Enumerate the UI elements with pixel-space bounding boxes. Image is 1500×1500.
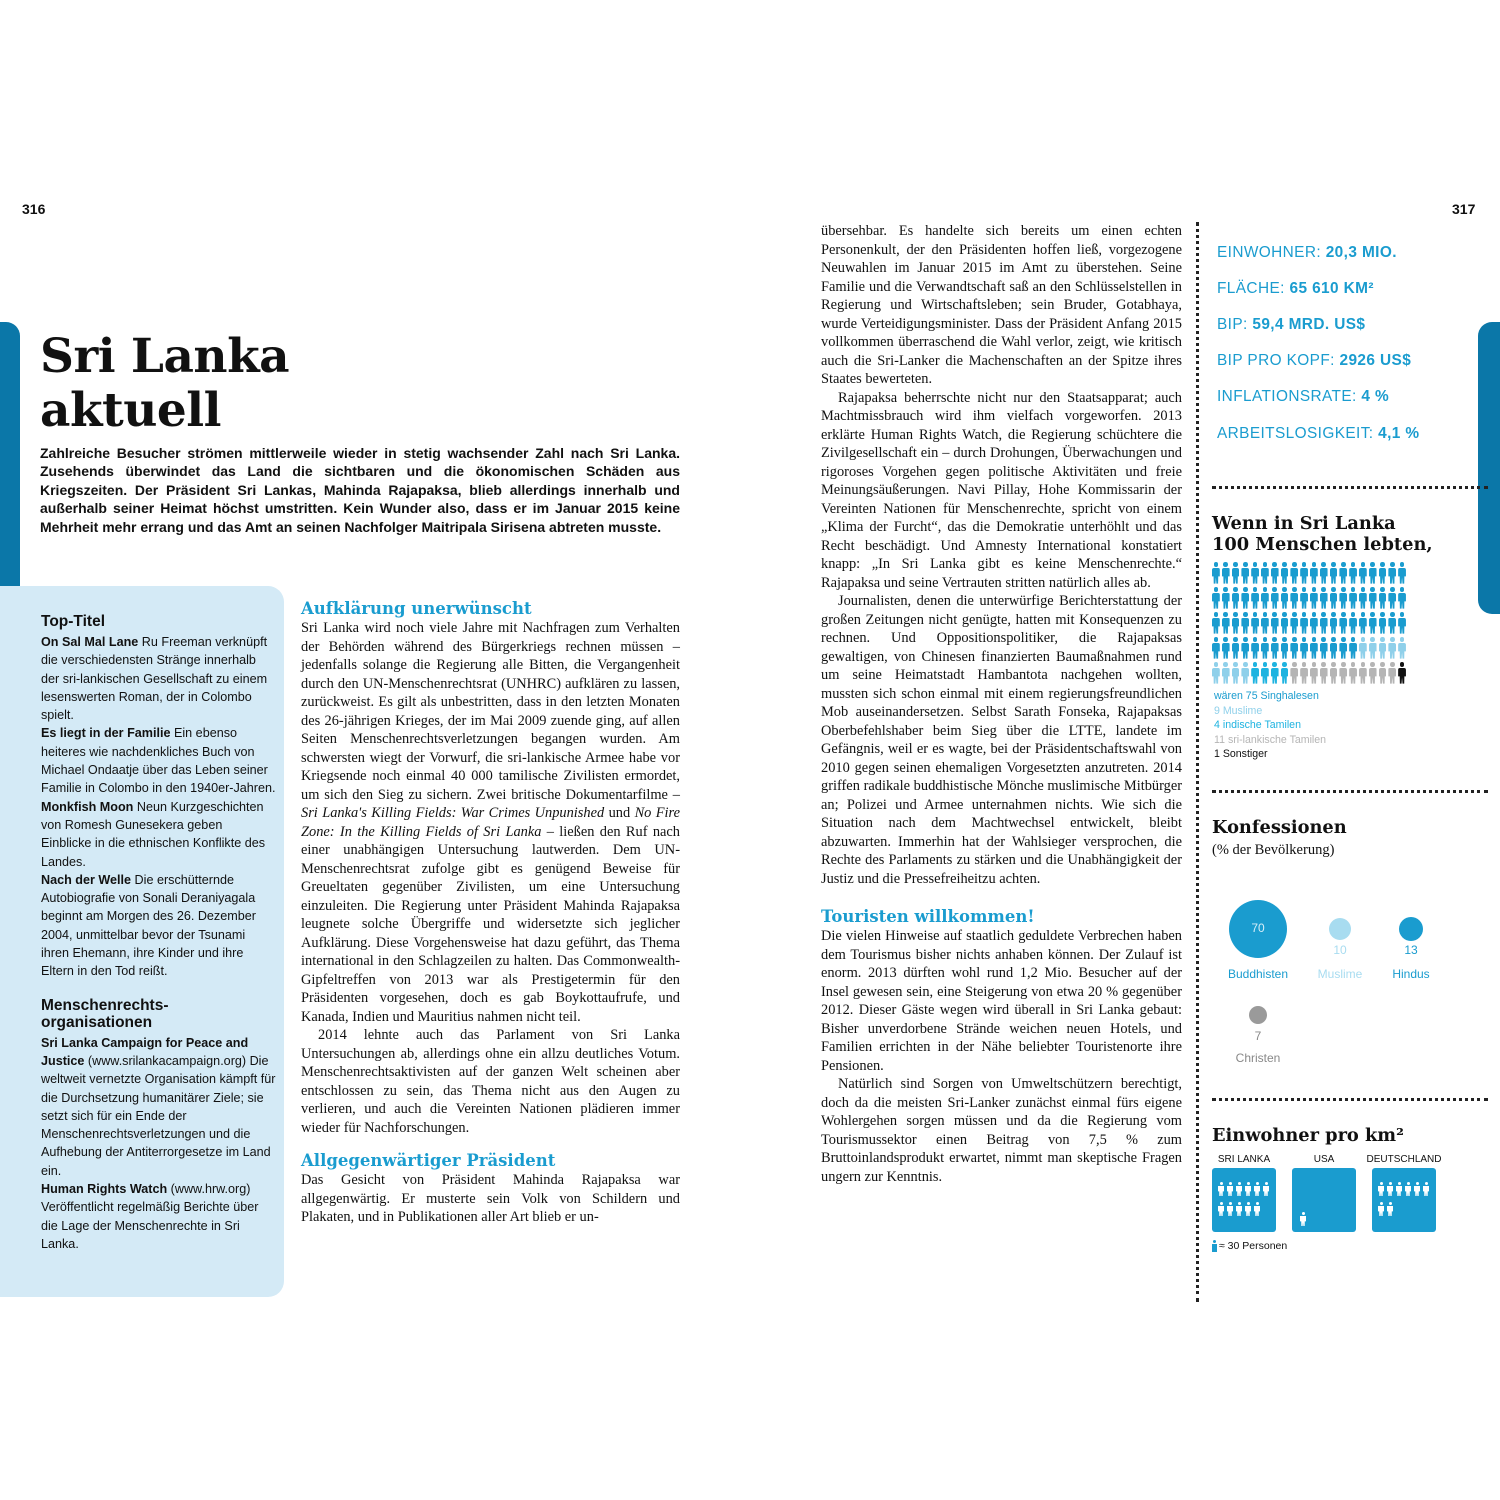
density-heading: Einwohner pro km² bbox=[1212, 1125, 1404, 1146]
paragraph: Journalisten, denen die unterwürfige Berichterstattung der großen Zeitungen nicht genügte, hatten mit Konsequenzen zu rechnen. Und Oppositionspolitiker, die Rajapaksas gewaltigen, von Chinesen finanzierten Baumaßnahmen rund um seine Heimatstadt Hambantota nachgehen wollten, mussten sich schon einmal mit einem regierungsfreundlichen Mob auseinandersetzen. Selbst Sarath Fonseka, Rajapaksas Oberbefehlshaber beim Sieg über die LTTE, landete im Gefängnis, weil er es wagte, bei der Präsidentschaftswahl von 2010 gegen seinen ehemaligen Vorgesetzten anzutreten. 2014 griffen radikale buddhistische Mönche muslimische Mitbürger an; Polizei und Armee unternahmen nichts. Wie sich die Situation nach dem Machtwechsel entwickelt, bleibt abzuwarten. Immerhin hat der Wahlsieger versprochen, die Rechte des Parlaments zu stärken und die Unabhängigkeit der Justiz und die Pressefreiheitzu achten. bbox=[821, 593, 1182, 887]
people-heading-line-2: 100 Menschen lebten, bbox=[1212, 534, 1433, 555]
list-item bbox=[41, 871, 276, 981]
person-icon bbox=[1290, 587, 1298, 609]
religion-value: 70 bbox=[1251, 921, 1265, 935]
density-legend bbox=[1212, 1240, 1287, 1252]
person-icon bbox=[1222, 612, 1230, 634]
religion-label: Christen bbox=[1235, 1051, 1281, 1065]
religion-value: 13 bbox=[1404, 943, 1418, 957]
person-icon bbox=[1369, 587, 1377, 609]
person-icon bbox=[1359, 612, 1367, 634]
film-title: Sri Lanka's Killing Fields: War Crimes Unpunished bbox=[301, 805, 605, 821]
key-fact-label: BIP PRO KOPF: bbox=[1217, 352, 1340, 369]
person-icon bbox=[1379, 562, 1387, 584]
legend-entry: 1 Sonstiger bbox=[1214, 748, 1268, 761]
list-item-text: Neun Kurzgeschichten von Romesh Gunesekera geben Einblicke in die ethnischen Konflikte des Landes. bbox=[41, 799, 266, 869]
person-icon bbox=[1378, 1182, 1384, 1196]
person-icon bbox=[1212, 612, 1220, 634]
person-icon bbox=[1212, 1240, 1217, 1252]
person-icon bbox=[1212, 587, 1220, 609]
person-icon bbox=[1218, 1202, 1224, 1216]
list-item-text: (www.srilankacampaign.org) Die weltweit vernetzte Organisation kämpft für die Durchsetzung humanitärer Ziele; sie setzt sich für ein Ende der Menschenrechtsverletzungen und die Aufhebung der Antiterrorgesetze im Land ein. bbox=[41, 1053, 276, 1178]
person-icon bbox=[1212, 637, 1220, 659]
person-icon bbox=[1232, 662, 1240, 684]
person-icon bbox=[1369, 662, 1377, 684]
key-fact bbox=[1217, 351, 1411, 371]
person-icon bbox=[1330, 662, 1338, 684]
person-icon bbox=[1379, 637, 1387, 659]
page-number-left: 316 bbox=[22, 201, 46, 217]
person-icon bbox=[1281, 562, 1289, 584]
religion-bubble bbox=[1329, 918, 1351, 940]
org-list bbox=[41, 1034, 276, 1254]
konfessionen-heading: Konfessionen bbox=[1212, 817, 1347, 838]
person-icon bbox=[1261, 587, 1269, 609]
person-icon bbox=[1290, 637, 1298, 659]
person-icon bbox=[1281, 662, 1289, 684]
person-icon bbox=[1245, 1182, 1251, 1196]
person-icon bbox=[1212, 662, 1220, 684]
divider bbox=[1212, 486, 1488, 489]
person-icon bbox=[1261, 612, 1269, 634]
person-icon bbox=[1227, 1182, 1233, 1196]
key-fact-label: ARBEITSLOSIGKEIT: bbox=[1217, 425, 1379, 442]
article-column-1 bbox=[301, 598, 680, 1227]
person-icon bbox=[1387, 1182, 1393, 1196]
person-icon bbox=[1222, 637, 1230, 659]
person-icon bbox=[1261, 662, 1269, 684]
person-icon bbox=[1378, 1202, 1384, 1216]
paragraph: übersehbar. Es handelte sich bereits um einen echten Personenkult, der den Präsidenten hoffen ließ, vorgezogene Neuwahlen im Januar 2015 im Amt zu überstehen. Seine Familie und die Verwandtschaft saß an den Schlüsselstellen in Regierung und Wirtschaftsleben; sein Bruder, Gotabhaya, wurde Verteidigungsminister. Dass der Präsident Anfang 2015 vollkommen überraschend die Wahl verlor, zeigt, wie kritisch auch die Sri-Lanker die Machenschaften an der Spitze ihres Staates bewerteten. bbox=[821, 223, 1182, 387]
person-icon bbox=[1398, 612, 1406, 634]
section-heading-touristen: Touristen willkommen! bbox=[821, 907, 1035, 926]
person-icon bbox=[1281, 587, 1289, 609]
person-icon bbox=[1251, 587, 1259, 609]
person-icon bbox=[1388, 562, 1396, 584]
konfessionen-subheading: (% der Bevölkerung) bbox=[1212, 842, 1335, 858]
person-icon bbox=[1379, 612, 1387, 634]
person-icon bbox=[1232, 637, 1240, 659]
divider bbox=[1212, 1098, 1488, 1101]
person-icon bbox=[1254, 1202, 1260, 1216]
list-item-text: Ru Freeman verknüpft die verschiedensten Stränge innerhalb der sri-lankischen Gesellschaft zu einem lesenswerten Roman, der in Colombo spielt. bbox=[41, 635, 268, 723]
person-icon bbox=[1300, 637, 1308, 659]
person-icon bbox=[1218, 1182, 1224, 1196]
section-heading-aufklaerung: Aufklärung unerwünscht bbox=[301, 599, 532, 618]
list-item-title: Human Rights Watch bbox=[41, 1182, 168, 1197]
person-icon bbox=[1423, 1182, 1429, 1196]
person-icon bbox=[1290, 562, 1298, 584]
religion-bubble bbox=[1399, 917, 1424, 942]
person-icon bbox=[1330, 562, 1338, 584]
religion-value: 10 bbox=[1333, 943, 1347, 957]
person-icon bbox=[1300, 612, 1308, 634]
person-icon bbox=[1241, 637, 1249, 659]
legend-entry: 9 Muslime bbox=[1214, 704, 1263, 717]
person-icon bbox=[1405, 1182, 1411, 1196]
sidebar-heading-orgs: Menschenrechts-organisationen bbox=[41, 996, 169, 1031]
person-icon bbox=[1245, 1202, 1251, 1216]
religion-label: Hindus bbox=[1392, 967, 1430, 981]
chapter-tab-right bbox=[1478, 322, 1500, 614]
person-icon bbox=[1251, 612, 1259, 634]
person-icon bbox=[1359, 587, 1367, 609]
key-fact-label: FLÄCHE: bbox=[1217, 280, 1290, 297]
list-item bbox=[41, 798, 276, 871]
person-icon bbox=[1241, 587, 1249, 609]
key-fact-value: 59,4 MRD. US$ bbox=[1252, 316, 1366, 333]
person-icon bbox=[1310, 662, 1318, 684]
person-icon bbox=[1232, 612, 1240, 634]
person-icon bbox=[1236, 1182, 1242, 1196]
person-icon bbox=[1349, 562, 1357, 584]
person-icon bbox=[1222, 587, 1230, 609]
list-item bbox=[41, 633, 276, 724]
religion-label: Muslime bbox=[1317, 967, 1363, 981]
person-icon bbox=[1349, 587, 1357, 609]
person-icon bbox=[1300, 662, 1308, 684]
key-fact-value: 65 610 KM² bbox=[1289, 280, 1374, 297]
person-icon bbox=[1388, 587, 1396, 609]
person-icon bbox=[1359, 637, 1367, 659]
person-icon bbox=[1339, 562, 1347, 584]
person-icon bbox=[1232, 587, 1240, 609]
person-icon bbox=[1254, 1182, 1260, 1196]
person-icon bbox=[1232, 562, 1240, 584]
person-icon bbox=[1320, 562, 1328, 584]
person-icon bbox=[1300, 562, 1308, 584]
person-icon bbox=[1388, 637, 1396, 659]
article-column-2 bbox=[821, 222, 1182, 1186]
key-fact-value: 2926 US$ bbox=[1339, 352, 1412, 369]
person-icon bbox=[1236, 1202, 1242, 1216]
person-icon bbox=[1330, 637, 1338, 659]
person-icon bbox=[1320, 587, 1328, 609]
person-icon bbox=[1251, 637, 1259, 659]
paragraph: Rajapaksa beherrschte nicht nur den Staatsapparat; auch Machtmissbrauch wird ihm vielfach vorgeworfen. 2013 erklärte Human Rights Watch, die Regierung schüchtere die Zivilgesellschaft ein – durch Drohungen, Überwachungen und rigoroses Vorgehen gegen politische Aktivitäten und freie Meinungsäußerungen. Navi Pillay, Hohe Kommissarin der Vereinten Nationen für Menschenrechte, spricht von einem „Klima der Furcht“, das die Demokratie unterhöhlt und das Recht beschädigt. Und Amnesty International konstatiert knapp: „In Sri Lanka gibt es keine Menschenrechte.“ Rajapaksa und seine Vertrauten stritten natürlich alles ab. bbox=[821, 389, 1182, 591]
people-row bbox=[1212, 587, 1406, 609]
paragraph: 2014 lehnte auch das Parlament von Sri Lanka Untersuchungen ab, allerdings ohne ein allzu deutliches Votum. Menschenrechtsaktivisten auf der ganzen Welt scheinen aber entschlossen zu sein, das Thema nicht aus den Augen zu verlieren, und auch die Vereinten Nationen plädieren immer wieder für Nachforschungen. bbox=[301, 1027, 680, 1136]
person-icon bbox=[1339, 587, 1347, 609]
title-line-2: aktuell bbox=[40, 383, 222, 438]
person-icon bbox=[1339, 662, 1347, 684]
people-row bbox=[1212, 662, 1406, 684]
person-icon bbox=[1414, 1182, 1420, 1196]
film-title: No Fire Zone: In the Killing Fields of Sri Lanka bbox=[301, 805, 680, 840]
people-row bbox=[1212, 562, 1406, 584]
person-icon bbox=[1369, 637, 1377, 659]
list-item-title: Sri Lanka Campaign for Peace and Justice bbox=[41, 1035, 249, 1068]
chapter-tab-left bbox=[0, 322, 20, 614]
legend-entry: wären 75 Singhalesen bbox=[1214, 690, 1319, 702]
person-icon bbox=[1320, 662, 1328, 684]
person-icon bbox=[1388, 612, 1396, 634]
section-heading-praesident: Allgegenwärtiger Präsident bbox=[301, 1151, 556, 1170]
key-fact-label: BIP: bbox=[1217, 316, 1253, 333]
person-icon bbox=[1339, 637, 1347, 659]
people-heading bbox=[1212, 513, 1433, 555]
density-label: DEUTSCHLAND bbox=[1366, 1154, 1442, 1165]
key-fact-label: EINWOHNER: bbox=[1217, 244, 1326, 261]
key-fact bbox=[1217, 243, 1397, 263]
key-fact-value: 4,1 % bbox=[1378, 425, 1420, 442]
person-icon bbox=[1369, 562, 1377, 584]
paragraph: Die vielen Hinweise auf staatlich geduldete Verbrechen haben dem Tourismus bisher nichts anhaben können. Der Zulauf ist enorm. 2013 dürften wohl rund 1,2 Mio. Besucher auf der Insel gewesen sein, eine Steigerung von etwa 20 % gegenüber 2012. Dieser Gäste wegen wird überall in Sri Lanka gebaut: Bisher unverdorbene Strände weichen neuen Hotels, und Familien errichten in der Nähe beliebter Touristenorte ihre Pensionen. bbox=[821, 928, 1182, 1074]
title-line-1: Sri Lanka bbox=[40, 329, 290, 384]
person-icon bbox=[1263, 1182, 1269, 1196]
person-icon bbox=[1241, 612, 1249, 634]
key-fact bbox=[1217, 424, 1420, 444]
paragraph: Sri Lanka wird noch viele Jahre mit Nachfragen zum Verhalten der Behörden während des Bürgerkriegs rechnen müssen – jedenfalls solange die Regierung alle Bitten, die Vergangenheit durch den UN-Menschenrechtsrat (UNHRC) aufklären zu lassen, zurückweist. Es gilt als unbestritten, dass in den letzten Monaten des 26-jährigen Krieges, der im Mai 2009 zuende ging, auf allen Seiten Menschenrechtsverletzungen begangen wurden. Am schwersten wiegt der Vorwurf, die sri-lankische Armee habe vor Kriegsende noch einmal 40 000 tamilische Zivilisten ermordet, um sich den Sieg zu sichern. Zwei britische Dokumentarfilme – Sri Lanka's Killing Fields: War Crimes Unpunished und No Fire Zone: In the Killing Fields of Sri Lanka – ließen den Ruf nach einer unabhängigen Untersuchung lautwerden. Dem UN-Menschenrechtsrat zufolge gibt es genügend Beweise für Greueltaten gegenüber Zivilisten, um eine Untersuchung einzuleiten. Die Regierung unter Präsident Mahinda Rajapaksa leugnete solche Übergriffe und widersetzte sich jeglicher Aufklärung. Diese Vorgehensweise hat dazu geführt, das Thema international in den Schlagzeilen zu halten. Das Commonwealth-Gipfeltreffen von 2013 war als Prestigetermin für den Präsidenten vorgesehen, doch es gab Boykottaufrufe, und Kanada, Indien und Mauritius nahmen nicht teil. bbox=[301, 620, 680, 1025]
key-fact-label: INFLATIONSRATE: bbox=[1217, 388, 1362, 405]
person-icon bbox=[1271, 562, 1279, 584]
person-icon bbox=[1251, 662, 1259, 684]
person-icon bbox=[1300, 1212, 1306, 1226]
list-item-title: Monkfish Moon bbox=[41, 799, 134, 814]
person-icon bbox=[1222, 662, 1230, 684]
list-item-title: On Sal Mal Lane bbox=[41, 635, 139, 649]
religion-bubble bbox=[1249, 1006, 1267, 1024]
person-icon bbox=[1271, 587, 1279, 609]
list-item bbox=[41, 1034, 276, 1180]
list-item-title: Es liegt in der Familie bbox=[41, 726, 171, 741]
page-title bbox=[40, 330, 289, 438]
list-item bbox=[41, 724, 276, 797]
person-icon bbox=[1396, 1182, 1402, 1196]
lead-paragraph: Zahlreiche Besucher strömen mittlerweile wieder in stetig wachsender Zahl nach Sri Lanka. Zusehends überwindet das Land die sichtbaren und die ökonomischen Schäden aus Kriegszeiten. Der Präsident Sri Lankas, Mahinda Rajapaksa, blieb allerdings innerhalb und außerhalb seiner Heimat höchst umstritten. Kein Wunder also, dass er im Januar 2015 keine Mehrheit mehr errang und das Amt an seinen Nachfolger Maitripala Sirisena abtreten musste. bbox=[40, 445, 680, 535]
person-icon bbox=[1398, 662, 1406, 684]
person-icon bbox=[1349, 637, 1357, 659]
person-icon bbox=[1290, 612, 1298, 634]
person-icon bbox=[1320, 637, 1328, 659]
person-icon bbox=[1281, 637, 1289, 659]
list-item-text: Ein ebenso heiteres wie nachdenkliches Buch von Michael Ondaatje über das Leben seiner Familie in Colombo in den 1940er-Jahren. bbox=[41, 726, 276, 796]
person-icon bbox=[1241, 662, 1249, 684]
paragraph: Das Gesicht von Präsident Mahinda Rajapaksa war allgegenwärtig. Er musterte sein Volk von Schildern und Plakaten, und in Publikationen aller Art blieb er un- bbox=[301, 1172, 680, 1225]
legend-entry: 4 indische Tamilen bbox=[1214, 719, 1301, 732]
person-icon bbox=[1271, 637, 1279, 659]
density-box bbox=[1372, 1168, 1436, 1232]
person-icon bbox=[1310, 637, 1318, 659]
person-icon bbox=[1281, 612, 1289, 634]
person-icon bbox=[1398, 587, 1406, 609]
person-icon bbox=[1349, 612, 1357, 634]
list-item-text: (www.hrw.org) Veröffentlicht regelmäßig Berichte über die Lage der Menschenrechte in Sri Lanka. bbox=[41, 1182, 259, 1251]
person-icon bbox=[1369, 612, 1377, 634]
person-icon bbox=[1339, 612, 1347, 634]
key-fact bbox=[1217, 279, 1374, 299]
key-fact-value: 4 % bbox=[1361, 388, 1390, 405]
person-icon bbox=[1398, 562, 1406, 584]
person-icon bbox=[1261, 637, 1269, 659]
paragraph: Natürlich sind Sorgen von Umweltschützern berechtigt, doch da die meisten Sri-Lanker zunächst einmal fürs eigene Wohlergehen sorgen müssen und da die Regierung vom Tourismussektor einen Beitrag von 7,5 % zum Bruttoinlandsprodukt erwartet, nimmt man skeptische Fragen ungern zur Kenntnis. bbox=[821, 1076, 1182, 1185]
density-box bbox=[1212, 1168, 1276, 1232]
person-icon bbox=[1387, 1202, 1393, 1216]
density-note: ≈ 30 Personen bbox=[1219, 1240, 1288, 1252]
religion-value: 7 bbox=[1254, 1029, 1262, 1043]
key-fact-value: 20,3 MIO. bbox=[1325, 244, 1397, 261]
person-icon bbox=[1241, 562, 1249, 584]
column-divider bbox=[1196, 222, 1199, 1302]
person-icon bbox=[1271, 612, 1279, 634]
list-item bbox=[41, 1180, 276, 1253]
book-list bbox=[41, 633, 276, 981]
key-fact bbox=[1217, 315, 1365, 335]
person-icon bbox=[1320, 612, 1328, 634]
density-label: SRI LANKA bbox=[1217, 1154, 1271, 1165]
page-number-right: 317 bbox=[1452, 201, 1476, 217]
people-heading-line-1: Wenn in Sri Lanka bbox=[1212, 513, 1396, 534]
person-icon bbox=[1330, 587, 1338, 609]
person-icon bbox=[1310, 562, 1318, 584]
person-icon bbox=[1379, 662, 1387, 684]
person-icon bbox=[1330, 612, 1338, 634]
person-icon bbox=[1310, 587, 1318, 609]
list-item-text: Die erschütternde Autobiografie von Sonali Deraniyagala beginnt am Morgen des 26. Dezember 2004, unmittelbar bevor der Tsunami ihren Ehemann, ihre Kinder und ihre Eltern in den Tod reißt. bbox=[41, 872, 256, 979]
person-icon bbox=[1300, 587, 1308, 609]
list-item-title: Nach der Welle bbox=[41, 872, 132, 887]
person-icon bbox=[1310, 612, 1318, 634]
legend-entry: 11 sri-lankische Tamilen bbox=[1214, 733, 1327, 746]
person-icon bbox=[1261, 562, 1269, 584]
density-label: USA bbox=[1313, 1154, 1335, 1165]
key-fact bbox=[1217, 387, 1389, 407]
person-icon bbox=[1271, 662, 1279, 684]
person-icon bbox=[1212, 562, 1220, 584]
person-icon bbox=[1290, 662, 1298, 684]
person-icon bbox=[1227, 1202, 1233, 1216]
person-icon bbox=[1349, 662, 1357, 684]
people-row bbox=[1212, 612, 1406, 634]
person-icon bbox=[1388, 662, 1396, 684]
person-icon bbox=[1379, 587, 1387, 609]
person-icon bbox=[1251, 562, 1259, 584]
divider bbox=[1212, 790, 1488, 793]
person-icon bbox=[1359, 562, 1367, 584]
religion-label: Buddhisten bbox=[1227, 967, 1289, 981]
person-icon bbox=[1222, 562, 1230, 584]
person-icon bbox=[1359, 662, 1367, 684]
sidebar-heading-books: Top-Titel bbox=[41, 613, 105, 630]
people-row bbox=[1212, 637, 1406, 659]
sidebar-content bbox=[41, 613, 276, 1253]
person-icon bbox=[1398, 637, 1406, 659]
